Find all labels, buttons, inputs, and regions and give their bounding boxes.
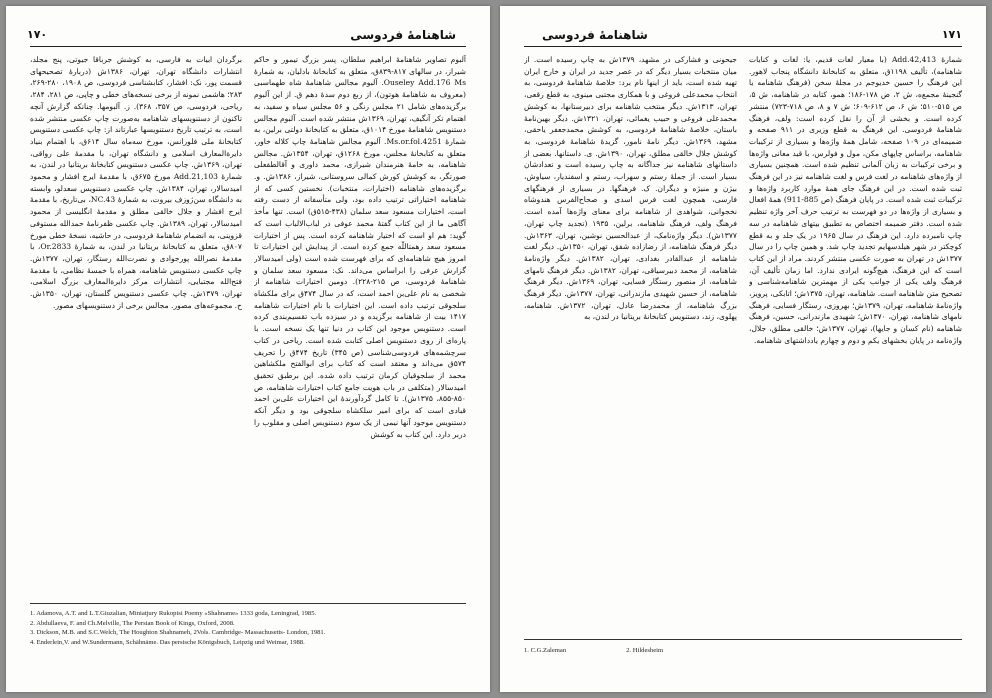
footnotes [524, 646, 962, 656]
right-page [500, 6, 986, 692]
footnote: 1. C.G.Zaleman [524, 647, 567, 654]
text-column-left [749, 54, 962, 347]
running-header [524, 28, 962, 47]
footnote-row [524, 646, 962, 656]
page-number: ۱۷۰ [27, 28, 48, 41]
footnotes [30, 609, 466, 647]
footnote-separator [524, 639, 962, 640]
body-paragraph: برگردان ابیات به فارسی، به کوشش جرباقا جیوتی، پنج مجلد، انتشارات دانشگاه تهران، تهران، ۱۳۸۶ش (دربارهٔ تصحیحهای قسمت پور، نک: افشار، کتابشناسی فردوسی، ص ۱۹۰۸، ۲۸۰-۲۶۹، ۲۸۳؛ هاشمی نمونه از برخی نسخه‌های خطی و چاپی، ص ۲۸۱، ۲۸۴، ریاحی، فردوسی، ص ۳۵۷، ۳۶۸). ز. آلبومها. چنانکه گزارش آنچه تاکنون از دستنویسهای شاهنامه به‌صورت چاپ عکسی منتشر شده است، به ترتیب تاریخ دستنویسها عبارتاند از: چاپ عکسی دستنویس کتابخانهٔ ملی فلورانس، مورخ سه‌ماه سال ۶۱۴ق، با اهتمام بنیاد دایرةالمعارف اسلامی و دانشگاه تهران، با مقدمهٔ علی رواقی، تهران، ۱۳۶۹ش. چاپ عکسی دستنویس کتابخانهٔ بریتانیا در لندن، به شمارهٔ Add.21,103 مورخ ۶۷۵ق، با مقدمهٔ ایرج افشار و محمود امیدسالار، تهران، ۱۳۸۴ش. چاپ عکسی دستنویس سعدلو، وابسته به دانشگاه سن‌ژوزف بیروت، به شمارهٔ NC.43، بی‌تاریخ، با مقدمهٔ ایرج افشار و جلال خالقی مطلق و مقدمهٔ انگلیسی از محمود امیدسالار، تهران، ۱۳۸۹ش. چاپ عکسی ظفرنامهٔ حمدالله مستوفی قزوینی، به انضمام شاهنامهٔ فردوسی، در حاشیه، نسخهٔ خطی مورخ ۸۰۷ق، متعلق به کتابخانهٔ بریتانیا در لندن، به شمارهٔ Or.2833، با مقدمهٔ نصرالله پورجوادی و نصرت‌الله رستگار، تهران، ۱۳۷۷ش. چاپ عکسی دستنویس شاهنامه، همراه با خمسهٔ نظامی، با مقدمهٔ فتح‌الله مجتبایی، انتشارات مرکز دایرةالمعارف بزرگ اسلامی، تهران، ۱۳۷۹ش. چاپ عکسی دستنویس گلستان، تهران، ۱۳۵۰ش. ح. مجموعه‌های مصور. مجالس برخی از دستنویسهای مصور. [30, 55, 242, 310]
left-page [6, 6, 490, 692]
footnote: 4. Enderlein,V. and W.Sundermann, Schāhnāme. Das persische Königsbuch, Leipzig und Weimar, 1988. [30, 638, 305, 646]
text-column-right [30, 54, 242, 440]
running-header-title: شاهنامهٔ فردوسی [350, 28, 456, 42]
body-paragraph: آلبوم تصاویر شاهنامهٔ ابراهیم سلطان، پسر بزرگ تیمور و حاکم شیراز، در سالهای ۸۱۷-۸۳۹ق، متعلق به کتابخانهٔ بادلیان، به شمارهٔ Ouseley Add.176 Ms. آلبوم مجالس شاهنامهٔ شاه طهماسبی (معروف به شاهنامهٔ هوتون)، از ربع دوم سدهٔ دهم ق. از این آلبوم برگزیده‌های شامل ۲۱ مجلس رنگی و ۵۶ مجلس سیاه و سفید، به اهتمام تکر آنگیف، تهران، ۱۳۶۹ش منتشر شده است. آلبوم مجالس دستنویس شاهنامهٔ مورخ ۱۰۱۴ق، متعلق به کتابخانهٔ دولتی برلین، به شمارهٔ Ms.or.fol.4251. آلبوم مجالس شاهنامهٔ چاپ کلاله خاور، متعلق به کتابخانهٔ مجلس، مورخ ۱۲۶۸ق، تهران، ۱۳۵۴ش. مجالس شاهنامه، به خامهٔ هنرمندان شیرازی، محمد داوری و آقالطفعلی صورتگر، به کوشش کورش کمالی سروستانی، شیراز، ۱۳۸۶ش. و. برگزیده‌های شاهنامه (اختیارات، منتخبات). نخستین کسی که از شاهنامه اختیاراتی ترتیب داده بود، ولی متأسفانه از دست رفته است، اختیارات مسعود سعد سلمان (۴۳۸-۵۱۵ق) است. تنها مأخذ آگاهی ما از این کتاب گفتهٔ محمد عوفی در لباب‌الالباب است که گوید: هم او است که اختیار شاهنامه کرده است. پس از اختیارات مسعود سعد رهمتاللّه جمع کرده است. از پیدایش این اختیارات تا امروز هیچ شاهنامه‌ای که برای فهرست شده است (ولی امیدسالار گزارش عرفی را ابراساس می‌داند. نک: مسعود سعد سلمان و شاهنامهٔ فردوسی، ص ۲۱۵-۲۲۸). دومین اختیارات شاهنامه از شخصی به نام علی‌بن احمد است، که در سال ۴۷۴ق برای ملکشاه سلجوقی ترتیب داده است. این اختیارات با نام اختیارات شاهنامه ۱۴۱۷ بیت از شاهنامه برگزیده و در سیزده باب تقسیم‌بندی کرده است. دستنویس موجود این کتاب در دنیا تنها یک نسخه است. با پاره‌ای از روی دستنویس اصلی کتابت شده است. ریاحی در کتاب سرچشمه‌های فردوسی‌شناسی (ص ۳۴۵) تاریخ ۴۷۴ق را تحریف ۵۷۴ق می‌داند و معتقد است که کتاب برای ابوالفتح ملکشاهین محمد از سلجوقیان کرمان ترتیب داده شده. این برطبق تحقیق امیدسالار (متکلفی در باب هویت جامع کتاب اختیارات شاهنامه، ص ۸۵۰-۸۵۵، ۱۳۷۵ش). تا کامل گردآورندهٔ این اختیارات علی‌بن احمد قبادی است که برای امیر سلکشاه سلجوقی بود و دیگر آنکه دستنویس موجود آنها نیمی از یک سوم دستنویس اصلی و مقلوب را دربر دارد. این کتاب به کوشش [254, 55, 466, 439]
footnote: 2. Abdullaeva, F. and Ch.Melville, The Persian Book of Kings, Oxford, 2008. [30, 619, 235, 627]
running-header [27, 28, 466, 47]
footnote: 3. Dickson, M.B. and S.C.Welch, The Houghton Shahnameh, 2Vols. Cambridge- Massachusetts- London, 1981. [30, 629, 326, 636]
footnote-separator [30, 603, 466, 604]
text-column-left [254, 54, 466, 440]
body-paragraph: شمارهٔ Add.42,413 (با معیار لغات قدیم، یا: لغات و کنایات شاهنامه)، تألیف ۱۱۹۸ق، متعلق به کتابخانهٔ دانشگاه پنجاب لاهور. این فرهنگ را حسین خدیوجم در مجلهٔ سخن (فرهنگ شاهنامه یا گنجینهٔ مجمع‌ه، ش ۲، ص ۱۷۸-۱۸۶؛ همو، کتابه در شاهنامه، ش ۵، ص ۵۱۵-۵۱۰؛ ش ۶، ص ۶۱۲-۶۰۹؛ ش ۷ و ۸، ص ۷۱۸-۷۲۳) منتشر کرده است. و بخشی از آن را نقل کرده است: ولف، فرهنگ شاهنامهٔ فردوسی. این فرهنگ به قطع وزیری در ۹۱۱ صفحه و ضمیمه‌ای در ۱۰۹ صفحه، شامل همهٔ واژه‌ها و بسیاری از ترکیبات شاهنامه، براساس چاپهای مکن، مول و فولرس، با قید معانی واژه‌ها و برخی ترکیبات به زبان آلمانی تنظیم شده است. همچنین بسیاری از واژه‌های شاهنامه در لغت فرس و لغت شاهنامه نیز در این فرهنگ ثبت شده است. در این فرهنگ جای همهٔ موارد کاربرد واژه‌ها و ترکیبات ثبت شده است. در پایان فرهنگ (ص 885-911) همهٔ افعال و بسیاری از واژه‌ها در دو فهرست به ترتیب حرف آخر واژه تنظیم شده است. دفتر ضمیمه اختصاص به تطبیق بیتهای شاهنامه در سه چاپ نامبرده دارد. این فرهنگ در سال ۱۹۶۵ در یک جلد و به قطع کوچکتر در شهر هیلدسهایم تجدید چاپ شد. و همین چاپ را در سال ۱۳۷۷ش در تهران به صورت عکسی منتشر کردند. مراد از این کتاب است که این فرهنگ، هیچ‌گونه ایرادی ندارد. اما زمان تألیف آن، فرهنگ ولف یکی از جوانب یکی از مهمترین شاهنامه‌شناسی و تصحیح متن شاهنامه است. شاهنامه، تهران، ۱۳۷۵ش؛ اتابکی، پرویز، واژه‌نامهٔ شاهنامه، تهران، ۱۳۷۹ش؛ بهروزی، رستگار فسایی، فرهنگ نامهای شاهنامه، تهران، ۱۳۷۰ش؛ شهیدی مازندرانی، حسین، فرهنگ شاهنامه (نام کسان و جایها)، تهران، ۱۳۷۷ش؛ خالقی مطلق، جلال، واژه‌نامه در پایان بخشهای یکم و دوم و چهارم یادداشتهای شاهنامه. [749, 55, 962, 345]
text-columns [524, 54, 962, 347]
text-column-right [524, 54, 737, 347]
page-number: ۱۷۱ [941, 28, 962, 41]
body-paragraph: جیحونی و فشارکی در مشهد، ۱۳۷۹ش به چاپ رسیده است. از میان منتخبات بسیار دیگر که در عصر جدید در ایران و خارج ایران تهیه شده است، باید از اینها نام برد: خلاصهٔ شاهنامهٔ فردوسی، به انتخاب محمدعلی فروغی و با همکاری مجتبی مینوی، به قطع رقعی، تهران، ۱۳۱۳ش. دیگر منتخب شاهنامه برای دبیرستانها، به کوشش محمدعلی فروغی و حبیب یغمائی، تهران، ۱۳۲۱ش. دیگر بهین‌نامهٔ باستان، خلاصهٔ شاهنامهٔ فردوسی، به کوشش محمدجعفر یاحقی، مشهد، ۱۳۶۹ش. دیگر نامهٔ نامور، گزیدهٔ شاهنامهٔ فردوسی، به کوشش جلال خالقی مطلق، تهران، ۱۳۹۰ش. ی. داستانها. بعضی از داستانهای شاهنامه نیز جداگانه به چاپ رسیده است و تعدادشان بسیار است. از جملهٔ رستم و سهراب، رستم و اسفندیار، سیاوش، بیژن و منیژه و دیگران. ک. فرهنگها. در بسیاری از فرهنگهای فارسی، همچون لغت فرس اسدی و صحاح‌الفرس هندوشاه نخجوانی، شواهدی از شاهنامه برای معنای واژه‌ها آمده است. فرهنگ ولف، فرهنگ شاهنامه، برلین، ۱۹۳۵ (تجدید چاپ تهران، ۱۳۷۷ش). دیگر واژه‌نامک، از عبدالحسین نوشین، تهران، ۱۳۶۳ش. دیگر فرهنگ شاهنامه، از رضازاده شفق، تهران، ۱۳۵۰ش. دیگر لغت شاهنامه از عبدالقادر بغدادی، تهران، ۱۳۸۲ش. دیگر واژه‌نامهٔ شاهنامه، از محمد دبیرسیاقی، تهران، ۱۳۸۲ش. دیگر فرهنگ نامهای شاهنامه، از منصور رستگار فسایی، تهران، ۱۳۶۹ش. دیگر فرهنگ شاهنامه، از حسین شهیدی مازندرانی، تهران، ۱۳۷۷ش. دیگر فرهنگ بزرگ شاهنامه، از محمدرضا عادل، تهران، ۱۳۷۲ش. شاهنامه، پهلوی، زند، دستنویس کتابخانهٔ بریتانیا در لندن، به [524, 55, 737, 322]
running-header-title: شاهنامهٔ فردوسی [542, 28, 648, 42]
footnote: 2. Hildesheim [626, 647, 664, 654]
footnote: 1. Adamova, A.T. and L.T.Giuzalian, Miniatjury Rukopisi Poemy «Shahname» 1333 goda, Leningrad, 1985. [30, 610, 317, 617]
text-columns [30, 54, 466, 440]
